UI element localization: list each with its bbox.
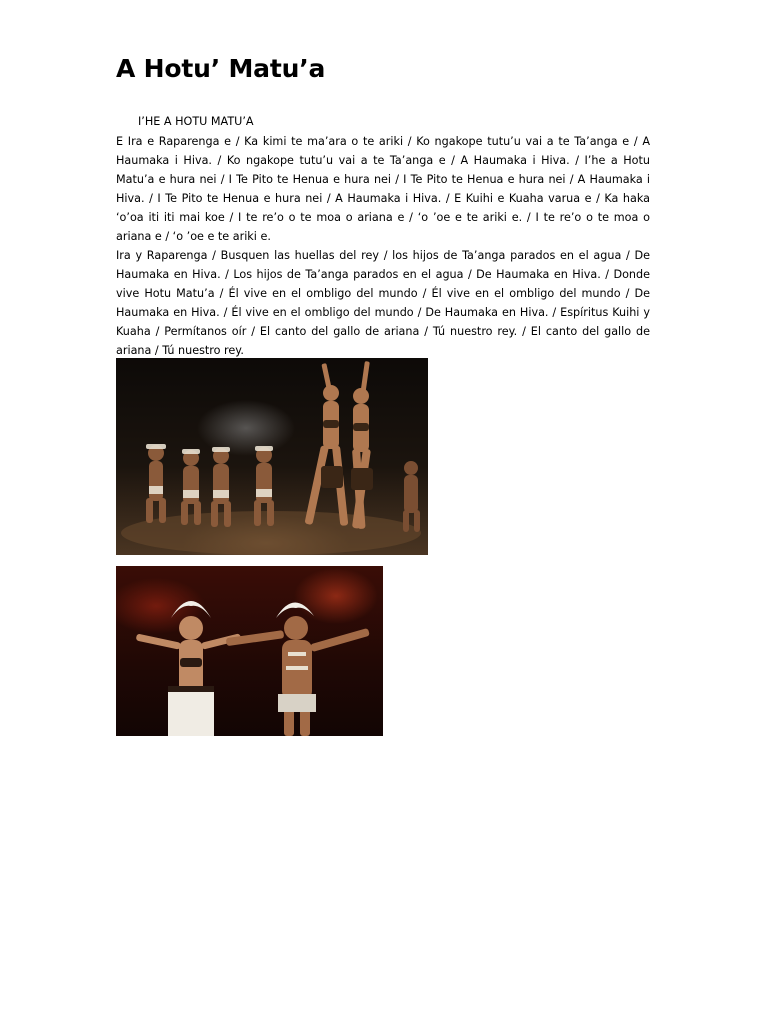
document-title: A Hotu’ Matu’a <box>116 54 326 83</box>
dance-scene-illustration-2 <box>116 566 383 736</box>
poem-title: I’HE A HOTU MATU’A <box>138 115 254 128</box>
paragraph-spanish: Ira y Raparenga / Busquen las huellas del rey / los hijos de Ta’anga parados en el agua / De Haumaka en Hiva. / Los hijos de Ta’anga parados en el agua / De Haumaka en Hiva. / Donde vive Hotu Matu’a / Él vive en el ombligo del mundo / Él vive en el ombligo del mundo / De Haumaka en Hiva. / Él vive en el ombligo del mundo / De Haumaka en Hiva. / Espíritus Kuihi y Kuaha / Permítanos oír / El canto del gallo de ariana / Tú nuestro rey. / El canto del gallo de ariana / Tú nuestro rey. <box>116 249 650 357</box>
dance-photo-1 <box>116 358 428 555</box>
poem-body <box>116 132 650 360</box>
paragraph-rapanui: E Ira e Raparenga e / Ka kimi te ma’ara o te ariki / Ko ngakope tutu’u vai a te Ta’anga e / A Haumaka i Hiva. / Ko ngakope tutu’u vai a te Ta’anga e / A Haumaka i Hiva. / I’he a Hotu Matu’a e hura nei / I Te Pito te Henua e hura nei / I Te Pito te Henua e hura nei / A Haumaka i Hiva. / I Te Pito te Henua e hura nei / A Haumaka i Hiva. / E Kuihi e Kuaha varua e / Ka haka ‘o’oa iti iti mai koe / I te re’o o te moa o ariana e / ‘o ’oe e te ariki e. / I te re’o o te moa o ariana e / ‘o ’oe e te ariki e. <box>116 135 650 243</box>
dance-photo-2 <box>116 566 383 736</box>
dance-scene-illustration-1 <box>116 358 428 555</box>
